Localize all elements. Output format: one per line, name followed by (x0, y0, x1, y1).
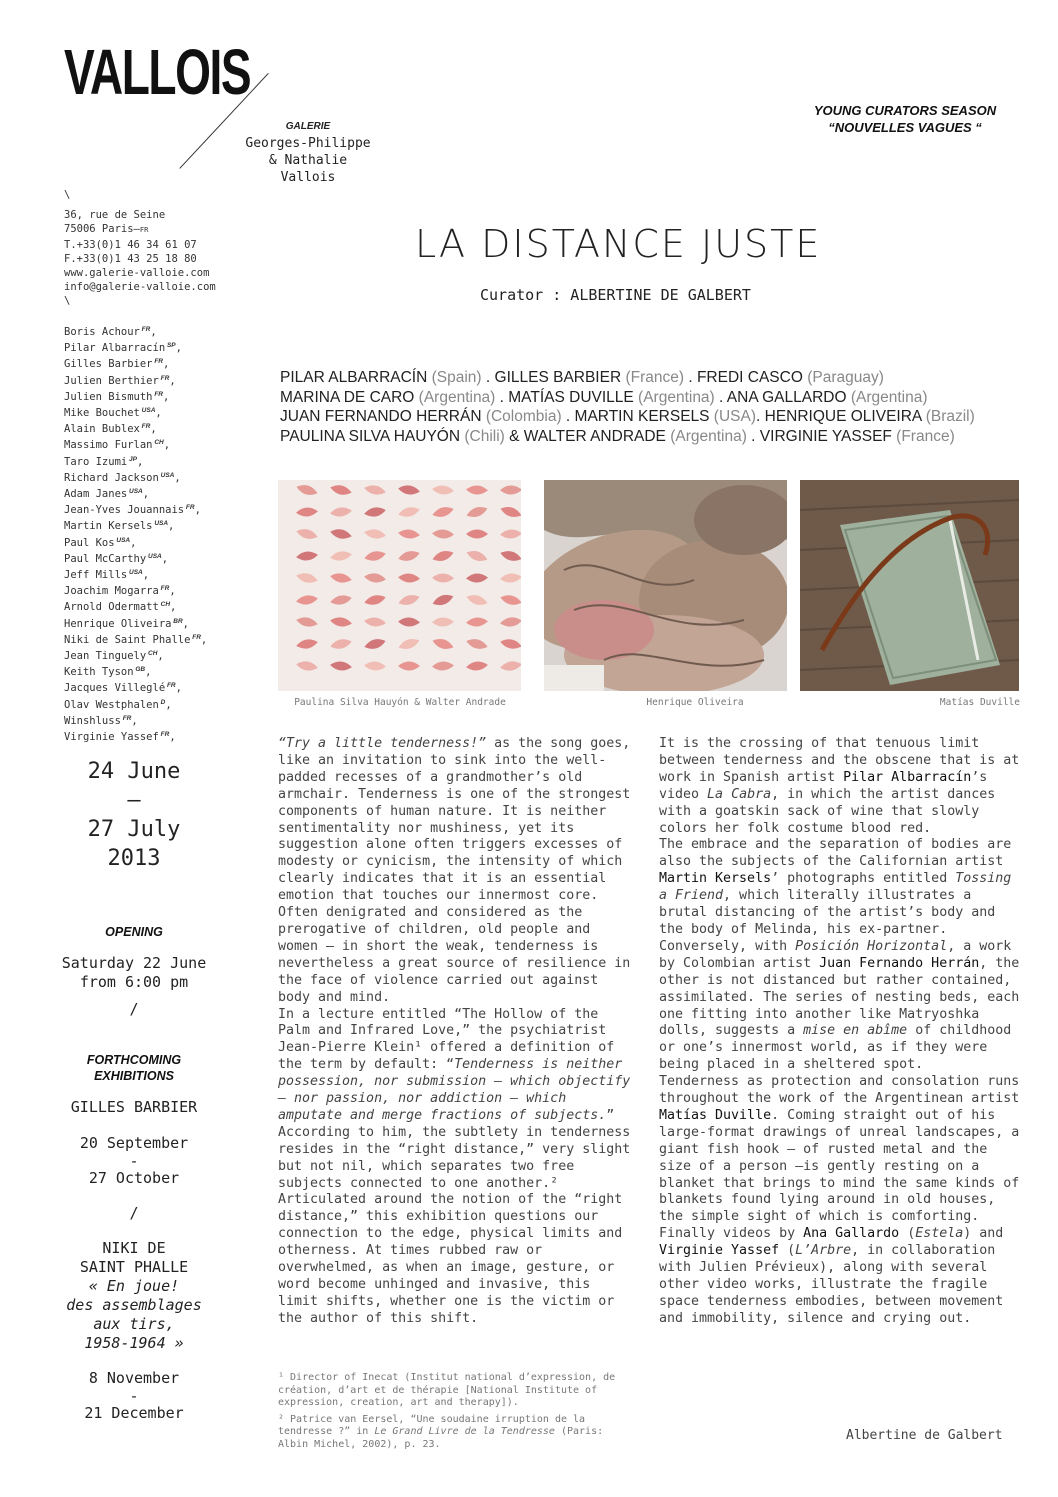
artist-name: WALTER ANDRADE (523, 427, 666, 445)
artist-name: Juan Fernando Herrán (819, 955, 980, 971)
footnote (278, 1414, 638, 1452)
exhibition-title: LA DISTANCE JUSTE (415, 222, 822, 266)
gallery-artist-item: Julien Bismuth $^{FR}$, (64, 390, 170, 403)
paragraph (278, 1192, 638, 1327)
text-run: ¹ Director of Inecat (Institut national d’expression, de création, d’art et de thérapie [National Institute of expression, creation, art and therapy]). (278, 1372, 616, 1408)
forthcoming-subtitle: 1958-1964 » (84, 1334, 184, 1352)
opening-label: OPENING (105, 925, 163, 939)
gallery-artist-item: Henrique Oliveira $^{BR}$, (64, 617, 189, 630)
paragraph (278, 1007, 638, 1193)
text-run: , which literally illustrates a brutal distancing of the artist’s body and the body of Melinda, his ex-partner. Conversely, with (659, 888, 996, 954)
artist-country: (Colombia) (481, 408, 562, 425)
gallery-artist-item: Richard Jackson $^{USA}$, (64, 471, 181, 484)
forthcoming-end: 27 October (88, 1169, 180, 1187)
gallery-artist-item: Keith Tyson $^{GB}$, (64, 666, 152, 679)
artist-name: PILAR ALBARRACÍN (280, 369, 428, 386)
gallery-artist-item: Julien Berthier $^{FR}$, (64, 374, 176, 387)
text-run: The embrace and the separation of bodies are also the subjects of the Californian artist (659, 837, 1012, 870)
forthcoming-label: FORTHCOMING (86, 1053, 182, 1067)
text-column-2 (659, 736, 1021, 1328)
italic-text: Tossing a Friend (659, 871, 1012, 904)
text-run: Tenderness as protection and consolation runs throughout the work of the Argentinean artist (659, 1074, 1020, 1107)
artist-name: VIRGINIE YASSEF (759, 427, 892, 445)
artist-line: JUAN FERNANDO HERRÁN (Colombia) . MARTIN KERSELS (USA). HENRIQUE OLIVEIRA (Brazil) (280, 408, 975, 425)
galerie-name-line: Georges-Philippe (245, 136, 371, 151)
artist-name: Matías Duville (659, 1107, 772, 1123)
galerie-block (238, 118, 378, 186)
artist-country: (USA) (709, 408, 756, 425)
gallery-artist-item: Olav Westphalen $^D$, (64, 698, 172, 711)
gallery-artist-item: Winshluss $^{FR}$, (64, 714, 138, 727)
gallery-artist-item: Jean-Yves Jouannais $^{FR}$, (64, 504, 201, 517)
forthcoming-artist: SAINT PHALLE (79, 1258, 189, 1276)
text-run: It is the crossing of that tenuous limit between tenderness and the obscene that is at work in Spanish artist (659, 736, 1020, 785)
gallery-artist-item: Joachim Mogarra $^{FR}$, (64, 585, 176, 598)
text-run: ² Patrice van Eersel, “Une soudaine irruption de la tendresse ?” in (278, 1413, 586, 1437)
forthcoming-artist: GILLES BARBIER (70, 1098, 198, 1116)
gallery-logo: VALLOIS (64, 36, 251, 108)
fax: F.+33(0)1 43 25 18 80 (64, 252, 197, 265)
artist-name: Virginie Yassef (659, 1243, 780, 1259)
contact-block (64, 188, 216, 309)
gallery-artist-item: Niki de Saint Phalle $^{FR}$, (64, 633, 208, 646)
season-line: “NOUVELLES VAGUES “ (828, 120, 982, 135)
curator-line: Curator : ALBERTINE DE GALBERT (480, 286, 751, 304)
artist-name: Pilar Albarracín (843, 769, 972, 785)
galerie-name-line: & Nathalie (268, 153, 348, 168)
forthcoming-block (60, 1052, 208, 1423)
gallery-artist-item: Martin Kersels $^{USA}$, (64, 520, 175, 533)
artist-country: (Chili) (460, 427, 505, 445)
artist-name: Ana Gallardo (803, 1226, 900, 1242)
exhibition-artists (280, 368, 975, 446)
gallery-artist-item: Mike Bouchet $^{USA}$, (64, 407, 162, 420)
text-run: ( (899, 1226, 916, 1242)
italic-text: Estela (915, 1226, 964, 1242)
opening-block (60, 924, 208, 1019)
italic-text: “Try a little tenderness!” (278, 736, 487, 751)
end-date: 27 July (87, 817, 181, 842)
separator: / (129, 1204, 139, 1222)
artist-name: MARTIN KERSELS (574, 408, 710, 425)
season-line: YOUNG CURATORS SEASON (813, 103, 997, 118)
gallery-artist-item: Jean Tinguely $^{CH}$, (64, 650, 164, 663)
artist-country: (France) (621, 369, 685, 386)
opening-time: from 6:00 pm (79, 973, 189, 991)
artist-country: (Argentina) (414, 388, 496, 406)
telephone: T.+33(0)1 46 34 61 07 (64, 238, 197, 251)
text-run: ’s video (659, 769, 988, 802)
italic-text: mise en abîme (803, 1023, 908, 1039)
text-run: (Paris: Albin Michel, 2002), p. 23. (278, 1426, 604, 1450)
address: 36, rue de Seine (64, 209, 166, 222)
paragraph (278, 736, 638, 1007)
gallery-artist-item: Gilles Barbier $^{FR}$, (64, 358, 170, 371)
artist-name: JUAN FERNANDO HERRÁN (280, 408, 482, 425)
text-run: Finally videos by (659, 1226, 804, 1242)
image-caption: Henrique Oliveira (646, 697, 744, 708)
artist-line: PAULINA SILVA HAUYÓN (Chili) & WALTER ANDRADE (Argentina) . VIRGINIE YASSEF (France) (280, 427, 955, 445)
artist-name: Martin Kersels (659, 871, 772, 887)
forthcoming-label: EXHIBITIONS (94, 1069, 174, 1083)
artist-country: (Brazil) (921, 408, 975, 425)
date-dash: — (127, 788, 141, 813)
artist-name: HENRIQUE OLIVEIRA (764, 408, 922, 425)
forthcoming-subtitle: des assemblages (66, 1296, 202, 1314)
forthcoming-artist: NIKI DE (102, 1239, 166, 1257)
gallery-artist-list (64, 323, 207, 744)
gallery-artist-item: Virginie Yassef $^{FR}$, (64, 731, 176, 744)
forthcoming-start: 8 November (88, 1369, 180, 1387)
year: 2013 (107, 846, 161, 871)
forthcoming-subtitle: aux tirs, (93, 1315, 175, 1333)
artist-name: MATÍAS DUVILLE (508, 388, 634, 406)
footnotes (278, 1372, 638, 1455)
italic-text: Le Grand Livre de la Tendresse (374, 1426, 555, 1437)
artist-name: MARINA DE CARO (280, 388, 415, 406)
divider-slash: \ (64, 295, 71, 308)
city: 75006 Paris—FR (64, 223, 149, 236)
author-signature: Albertine de Galbert (846, 1428, 1003, 1443)
artist-line: PILAR ALBARRACÍN (Spain) . GILLES BARBIER (France) . FREDI CASCO (Paraguay) (280, 369, 884, 386)
artist-country: (France) (891, 427, 955, 445)
galerie-name-line: Vallois (280, 170, 336, 185)
text-run: , in collaboration with Julien Prévieux), along with several other video works, illustrate the fragile space tenderness embodies, between movement and immobility, silence and crying out. (659, 1243, 1004, 1326)
artist-country: (Spain) (427, 369, 482, 386)
paragraph (659, 1226, 1021, 1327)
text-run: , the other is not distanced but rather contained, assimilated. The series of nesting beds, each one fitting into another like Matryoshka dolls, suggests a (659, 955, 1020, 1039)
artist-name: GILLES BARBIER (494, 369, 622, 386)
gallery-artist-item: Jeff Mills $^{USA}$, (64, 569, 150, 582)
text-column-1 (278, 736, 638, 1328)
gallery-artist-item: Boris Achour $^{FR}$, (64, 326, 157, 338)
date-dash: - (129, 1152, 139, 1170)
artist-country: (Argentina) (633, 388, 715, 406)
gallery-artist-item: Jacques Villeglé $^{FR}$, (64, 682, 182, 695)
start-date: 24 June (87, 759, 181, 784)
italic-text: L’Arbre (795, 1243, 852, 1259)
text-run: ( (779, 1243, 796, 1259)
gallery-artist-item: Massimo Furlan $^{CH}$, (64, 439, 171, 452)
artwork-image-wood (544, 480, 787, 691)
forthcoming-subtitle: « En joue! (88, 1277, 180, 1295)
text-run: , a work by Colombian artist (659, 938, 1012, 971)
email-link[interactable]: info@galerie-valloie.com (64, 281, 216, 294)
gallery-artist-item: Alain Bublex $^{FR}$, (64, 423, 157, 436)
text-run: , in which the artist dances with a goatskin sack of wine that slowly colors her folk costume blood red. (659, 786, 996, 836)
artist-line: MARINA DE CARO (Argentina) . MATÍAS DUVILLE (Argentina) . ANA GALLARDO (Argentina) (280, 388, 928, 406)
artwork-image-hook (800, 480, 1019, 691)
italic-text: Tenderness is neither possession, nor submission – which objectify – nor passion, nor addiction – which amputate and merge fractions of subjects. (278, 1057, 631, 1123)
text-run: Articulated around the notion of the “right distance,” this exhibition questions our connection to the edge, physical limits and otherness. At times rubbed raw or overwhelmed, as when an image, gesture, or word become unhinged and invasive, this limit shifts, whether one is the victim or the author of this shift. (278, 1192, 623, 1326)
text-run: ” According to him, the subtlety in tenderness resides in the “right distance,” very slight but not nil, which separates two free subjects connected to one another.² (278, 1107, 631, 1191)
forthcoming-start: 20 September (79, 1134, 189, 1152)
paragraph (659, 1074, 1021, 1226)
gallery-artist-item: Adam Janes $^{USA}$, (64, 488, 150, 501)
forthcoming-end: 21 December (84, 1404, 184, 1422)
date-dash: - (129, 1387, 139, 1405)
paragraph (659, 736, 1021, 837)
text-run: . Coming straight out of his large-format drawings of unreal landscapes, a giant fish hook – of rusted metal and the size of a person –is gently resting on a blanket that brings to mind the same kinds of blankets found lying around in old houses, the simple sight of which is comforting. (659, 1107, 1020, 1225)
gallery-artist-item: Paul Kos $^{USA}$, (64, 536, 137, 549)
artist-country: (Paraguay) (802, 369, 884, 386)
text-run: as the song goes, like an invitation to sink into the well-padded recesses of a grandmother’s old armchair. Tenderness is one of the strongest components of human nature. It is neither sentimentality nor mushiness, yet its suggestion alone often triggers excesses of modesty or cynicism, the intensity of which clearly indicates that it is an essential emotion that touches our innermost core. Often denigrated and considered as the prerogative of children, old people and women – in short the weak, tenderness is nevertheless a great source of resilience in the face of violence carried out against body and mind. (278, 736, 631, 1005)
gallery-artist-item: Pilar Albarracín $^{SP}$, (64, 342, 182, 355)
artist-country: (Argentina) (846, 388, 928, 406)
image-caption: Paulina Silva Hauyón & Walter Andrade (294, 697, 506, 708)
separator: / (129, 1000, 139, 1018)
divider-slash: \ (64, 189, 71, 201)
text-run: of childhood or one’s innermost world, as if they were being placed in a sheltered spot. (659, 1023, 1012, 1073)
text-run: ’ photographs entitled (771, 871, 956, 887)
exhibition-dates (60, 757, 208, 873)
footnote (278, 1372, 638, 1410)
season-banner (780, 102, 1030, 136)
image-caption: Matías Duville (939, 697, 1020, 708)
artist-country: (Argentina) (665, 427, 747, 445)
artwork-image-lips (278, 480, 521, 691)
paragraph (659, 837, 1021, 1074)
italic-text: Posición Horizontal (795, 938, 948, 954)
artist-name: FREDI CASCO (696, 369, 803, 386)
opening-day: Saturday 22 June (61, 954, 207, 972)
galerie-label: GALERIE (285, 121, 331, 132)
gallery-artist-item: Taro Izumi $^{JP}$, (64, 455, 144, 468)
italic-text: La Cabra (707, 786, 772, 802)
gallery-artist-item: Arnold Odermatt $^{CH}$, (64, 601, 177, 614)
artist-name: PAULINA SILVA HAUYÓN (280, 427, 461, 445)
website-link[interactable]: www.galerie-valloie.com (64, 267, 210, 280)
text-run: In a lecture entitled “The Hollow of the Palm and Infrared Love,” the psychiatrist Jean-Pierre Klein¹ offered a definition of the term by default: “ (278, 1006, 615, 1073)
text-run: ) and (963, 1226, 1004, 1242)
gallery-artist-item: Paul McCarthy $^{USA}$, (64, 552, 169, 565)
artist-name: ANA GALLARDO (726, 388, 847, 406)
